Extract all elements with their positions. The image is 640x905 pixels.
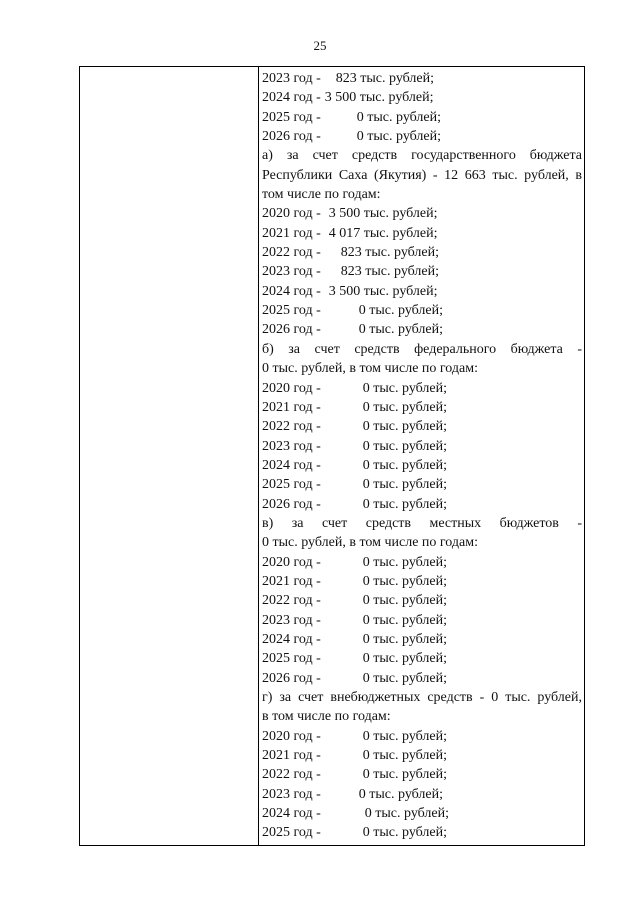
amount-value: 0 тыс. рублей; [364,806,450,822]
year-label: 2023 год - [262,612,321,628]
section-a-rows [262,204,582,339]
section-a-intro-line-1: а) за счет средств государственного бюджета [262,148,582,164]
funding-year-row [262,127,582,146]
year-label: 2024 год - [262,457,321,473]
amount-value: 3 500 тыс. рублей; [324,90,434,106]
funding-year-row [262,301,582,320]
funding-year-row [262,437,582,456]
year-label: 2021 год - [262,573,321,589]
funding-year-row [262,591,582,610]
funding-year-row [262,495,582,514]
amount-value: 4 017 тыс. рублей; [328,225,438,241]
funding-year-row [262,804,582,823]
amount-value: 0 тыс. рублей; [362,477,448,493]
funding-year-row [262,572,582,591]
amount-value: 0 тыс. рублей; [362,612,448,628]
amount-value: 0 тыс. рублей; [356,129,442,145]
amount-value: 0 тыс. рублей; [362,748,448,764]
funding-year-row [262,320,582,339]
amount-value: 0 тыс. рублей; [358,303,444,319]
funding-year-row [262,649,582,668]
year-label: 2026 год - [262,322,321,338]
funding-year-row [262,553,582,572]
section-b-intro-line-1: б) за счет средств федерального бюджета - [262,341,582,357]
section-b-intro-line-2: 0 тыс. рублей, в том числе по годам: [262,361,478,377]
year-label: 2022 год - [262,767,321,783]
funding-year-row [262,224,582,243]
amount-value: 0 тыс. рублей; [362,825,448,841]
year-label: 2022 год - [262,593,321,609]
amount-value: 823 тыс. рублей; [328,71,435,86]
year-label: 2026 год - [262,670,321,686]
section-c-intro-line-2: 0 тыс. рублей, в том числе по годам: [262,535,478,551]
year-label: 2020 год - [262,554,321,570]
funding-year-row [262,475,582,494]
year-label: 2025 год - [262,477,321,493]
funding-year-row [262,417,582,436]
amount-value: 0 тыс. рублей; [362,457,448,473]
year-label: 2022 год - [262,245,321,261]
year-label: 2024 год - [262,283,321,299]
table-left-column [80,67,259,845]
amount-value: 0 тыс. рублей; [362,670,448,686]
amount-value: 823 тыс. рублей; [340,245,440,261]
amount-value: 3 500 тыс. рублей; [328,206,438,222]
year-label: 2025 год - [262,303,321,319]
funding-year-row [262,630,582,649]
amount-value: 0 тыс. рублей; [362,496,448,512]
funding-year-row [262,69,582,88]
year-label: 2020 год - [262,380,321,396]
amount-value: 0 тыс. рублей; [362,767,448,783]
amount-value: 0 тыс. рублей; [362,554,448,570]
amount-value: 823 тыс. рублей; [340,264,440,280]
funding-year-row [262,108,582,127]
amount-value: 0 тыс. рублей; [362,631,448,647]
funding-table [79,66,585,846]
page-number: 25 [313,38,327,53]
funding-year-row [262,727,582,746]
funding-year-row [262,88,582,107]
year-label: 2023 год - [262,264,321,280]
funding-year-row [262,262,582,281]
funding-lines-continued [262,69,582,146]
year-label: 2024 год - [262,806,321,822]
year-label: 2020 год - [262,728,321,744]
funding-year-row [262,282,582,301]
funding-year-row [262,611,582,630]
section-d-rows [262,727,582,843]
amount-value: 0 тыс. рублей; [358,322,444,338]
amount-value: 0 тыс. рублей; [362,728,448,744]
section-a-intro-line-2: Республики Саха (Якутия) - 12 663 тыс. рублей, в [262,167,582,183]
section-c-rows [262,553,582,688]
funding-year-row [262,669,582,688]
year-label: 2023 год - [262,438,321,454]
section-a-intro-line-3: том числе по годам: [262,187,381,203]
table-right-column [259,67,584,843]
funding-year-row [262,243,582,262]
funding-year-row [262,765,582,784]
amount-value: 0 тыс. рублей; [362,573,448,589]
year-label: 2023 год - [262,786,321,802]
amount-value: 3 500 тыс. рублей; [328,283,438,299]
year-label: 2025 год - [262,109,321,125]
amount-value: 0 тыс. рублей; [362,593,448,609]
year-label: 2025 год - [262,651,321,667]
amount-value: 0 тыс. рублей; [358,786,444,802]
section-b-rows [262,379,582,514]
funding-year-row [262,204,582,223]
funding-year-row [262,823,582,842]
year-label: 2022 год - [262,419,321,435]
year-label: 2026 год - [262,496,321,512]
year-label: 2024 год - [262,631,321,647]
year-label: 2020 год - [262,206,321,222]
amount-value: 0 тыс. рублей; [362,419,448,435]
amount-value: 0 тыс. рублей; [362,438,448,454]
year-label: 2024 год - [262,90,321,106]
year-label: 2021 год - [262,748,321,764]
amount-value: 0 тыс. рублей; [362,399,448,415]
section-c-intro-line-1: в) за счет средств местных бюджетов - [262,515,582,531]
section-d-intro-line-2: в том числе по годам: [262,709,391,725]
amount-value: 0 тыс. рублей; [362,651,448,667]
funding-year-row [262,456,582,475]
year-label: 2021 год - [262,399,321,415]
year-label: 2021 год - [262,225,321,241]
funding-year-row [262,379,582,398]
funding-year-row [262,398,582,417]
amount-value: 0 тыс. рублей; [362,380,448,396]
section-d-intro-line-1: г) за счет внебюджетных средств - 0 тыс. рублей, [262,690,582,705]
year-label: 2025 год - [262,825,321,841]
year-label: 2023 год - [262,71,321,86]
funding-year-row [262,785,582,804]
amount-value: 0 тыс. рублей; [356,109,442,125]
year-label: 2026 год - [262,129,321,145]
funding-year-row [262,746,582,765]
